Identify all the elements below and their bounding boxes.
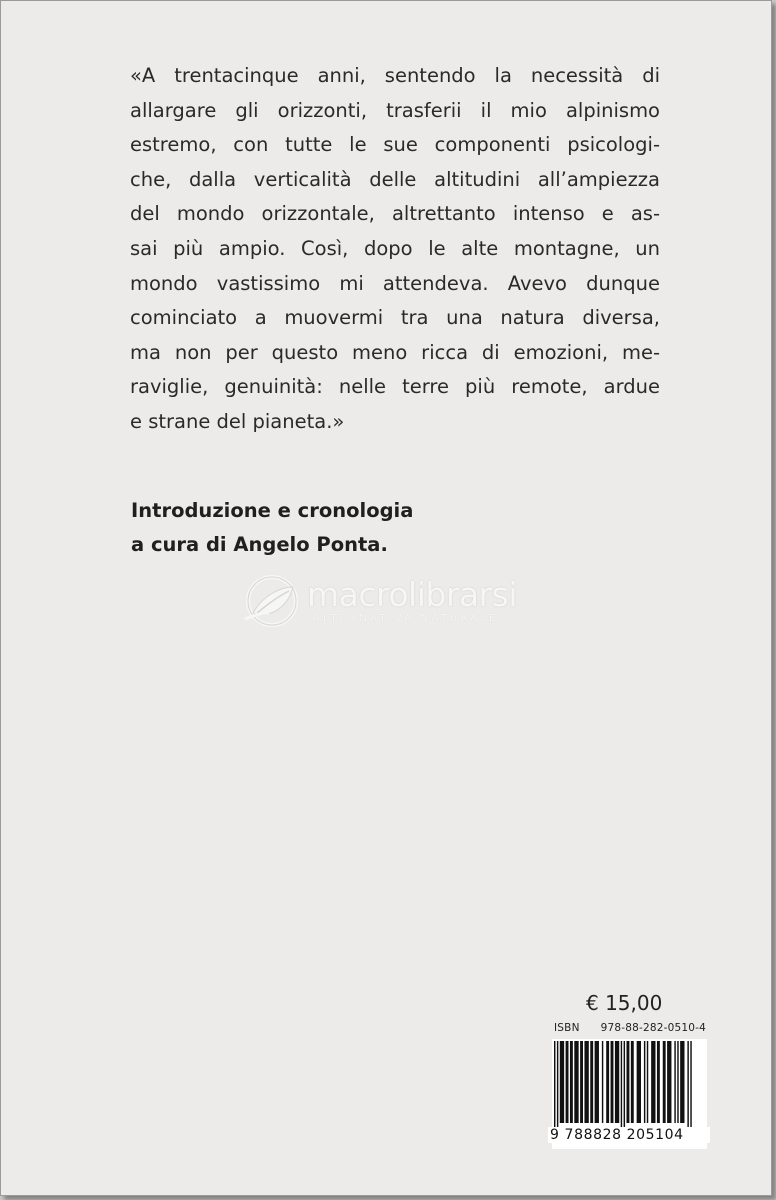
barcode-digits: 9 788828 205104 xyxy=(548,1127,710,1143)
watermark-tagline: ALTERNATIVA NATURALE xyxy=(313,613,499,624)
leaf-circle-icon xyxy=(241,573,303,629)
blurb-line: allargare gli orizzonti, trasferii il mio alpinismo xyxy=(130,98,660,122)
blurb-line: estremo, con tutte le sue componenti psicologi- xyxy=(130,133,660,157)
isbn-label: ISBN 978-88-282-0510-4 xyxy=(554,1022,706,1034)
price-label: € 15,00 xyxy=(586,991,663,1015)
blurb-line: del mondo orizzontale, altrettanto intenso e as- xyxy=(130,202,660,226)
credits-line-editor: a cura di Angelo Ponta. xyxy=(131,533,388,556)
blurb-line: «A trentacinque anni, sentendo la necessità di xyxy=(130,64,660,87)
watermark xyxy=(241,573,541,633)
blurb-line: mondo vastissimo mi attendeva. Avevo dunque xyxy=(130,271,660,295)
blurb-line: raviglie, genuinità: nelle terre più remote, ardue xyxy=(130,375,660,399)
blurb-line: ma non per questo meno ricca di emozioni, me- xyxy=(130,340,660,364)
blurb-line: sai più ampio. Così, dopo le alte montagne, un xyxy=(130,236,660,260)
blurb-line: e strane del pianeta.» xyxy=(130,409,345,433)
credits xyxy=(131,494,413,562)
blurb-quote xyxy=(130,59,660,440)
credits-line-introduction: Introduzione e cronologia xyxy=(131,499,414,522)
blurb-line: che, dalla verticalità delle altitudini all’ampiezza xyxy=(130,167,660,191)
watermark-name: macrolibrarsi xyxy=(307,575,518,614)
blurb-line: cominciato a muovermi tra una natura diversa, xyxy=(130,306,660,330)
